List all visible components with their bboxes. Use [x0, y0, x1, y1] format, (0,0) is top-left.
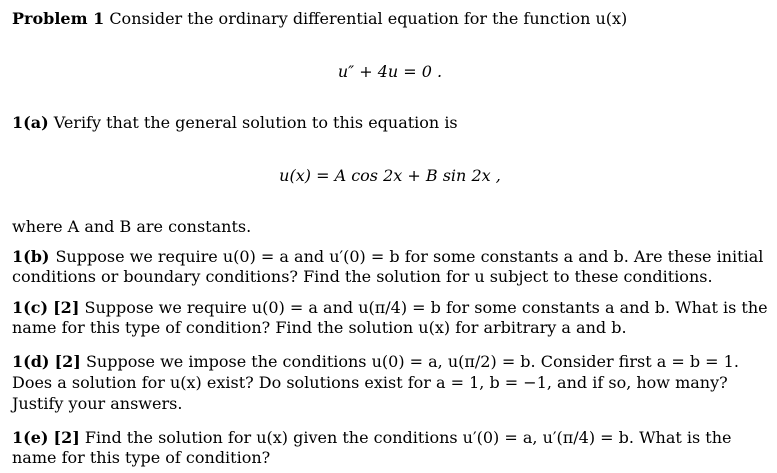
part-c-points: [2]	[53, 298, 80, 317]
part-e-line-2	[12, 448, 270, 468]
general-solution-equation	[12, 166, 768, 186]
part-a-text: Verify that the general solution to this equation is	[53, 113, 458, 132]
part-c-line1-text: Suppose we require u(0) = a and u(π/4) = b for some constants a and b. What is the	[84, 298, 768, 317]
part-d-points: [2]	[54, 352, 81, 371]
part-e-points: [2]	[53, 428, 80, 447]
part-d-line-1	[12, 352, 739, 372]
part-b-line-1	[12, 247, 768, 267]
ode-equation	[12, 62, 768, 82]
part-c-label: 1(c)	[12, 298, 49, 317]
problem-heading	[12, 9, 627, 29]
part-a-prompt	[12, 113, 458, 133]
part-b-line-2	[12, 267, 713, 287]
part-d-line-3	[12, 394, 182, 414]
general-solution-text: u(x) = A cos 2x + B sin 2x ,	[279, 166, 501, 185]
part-e-line2-text: name for this type of condition?	[12, 448, 271, 467]
part-d-line1-text: Suppose we impose the conditions u(0) = a, u(π/2) = b. Consider first a = b = 1.	[85, 352, 739, 371]
part-c-line-2	[12, 318, 627, 338]
part-d-line2-text: Does a solution for u(x) exist? Do solutions exist for a = 1, b = −1, and if so, how many?	[12, 373, 728, 392]
part-a-followup	[12, 217, 251, 237]
part-e-line-1	[12, 428, 731, 448]
part-a-label: 1(a)	[12, 113, 49, 132]
part-b-line1-text: Suppose we require u(0) = a and u′(0) = b for some constants a and b. Are these initial	[55, 247, 764, 266]
part-b-label: 1(b)	[12, 247, 50, 266]
part-e-label: 1(e)	[12, 428, 49, 447]
part-d-label: 1(d)	[12, 352, 50, 371]
part-b-line2-text: conditions or boundary conditions? Find the solution for u subject to these conditions.	[12, 267, 713, 286]
problem-label: Problem 1	[12, 9, 105, 28]
part-a-followup-text: where A and B are constants.	[12, 217, 252, 236]
part-d-line3-text: Justify your answers.	[12, 394, 183, 413]
part-e-line1-text: Find the solution for u(x) given the conditions u′(0) = a, u′(π/4) = b. What is the	[84, 428, 732, 447]
ode-equation-text: u″ + 4u = 0 .	[337, 62, 443, 81]
part-d-line-2	[12, 373, 728, 393]
part-c-line2-text: name for this type of condition? Find the solution u(x) for arbitrary a and b.	[12, 318, 627, 337]
problem-intro: Consider the ordinary differential equation for the function u(x)	[109, 9, 628, 28]
part-c-line-1	[12, 298, 768, 318]
